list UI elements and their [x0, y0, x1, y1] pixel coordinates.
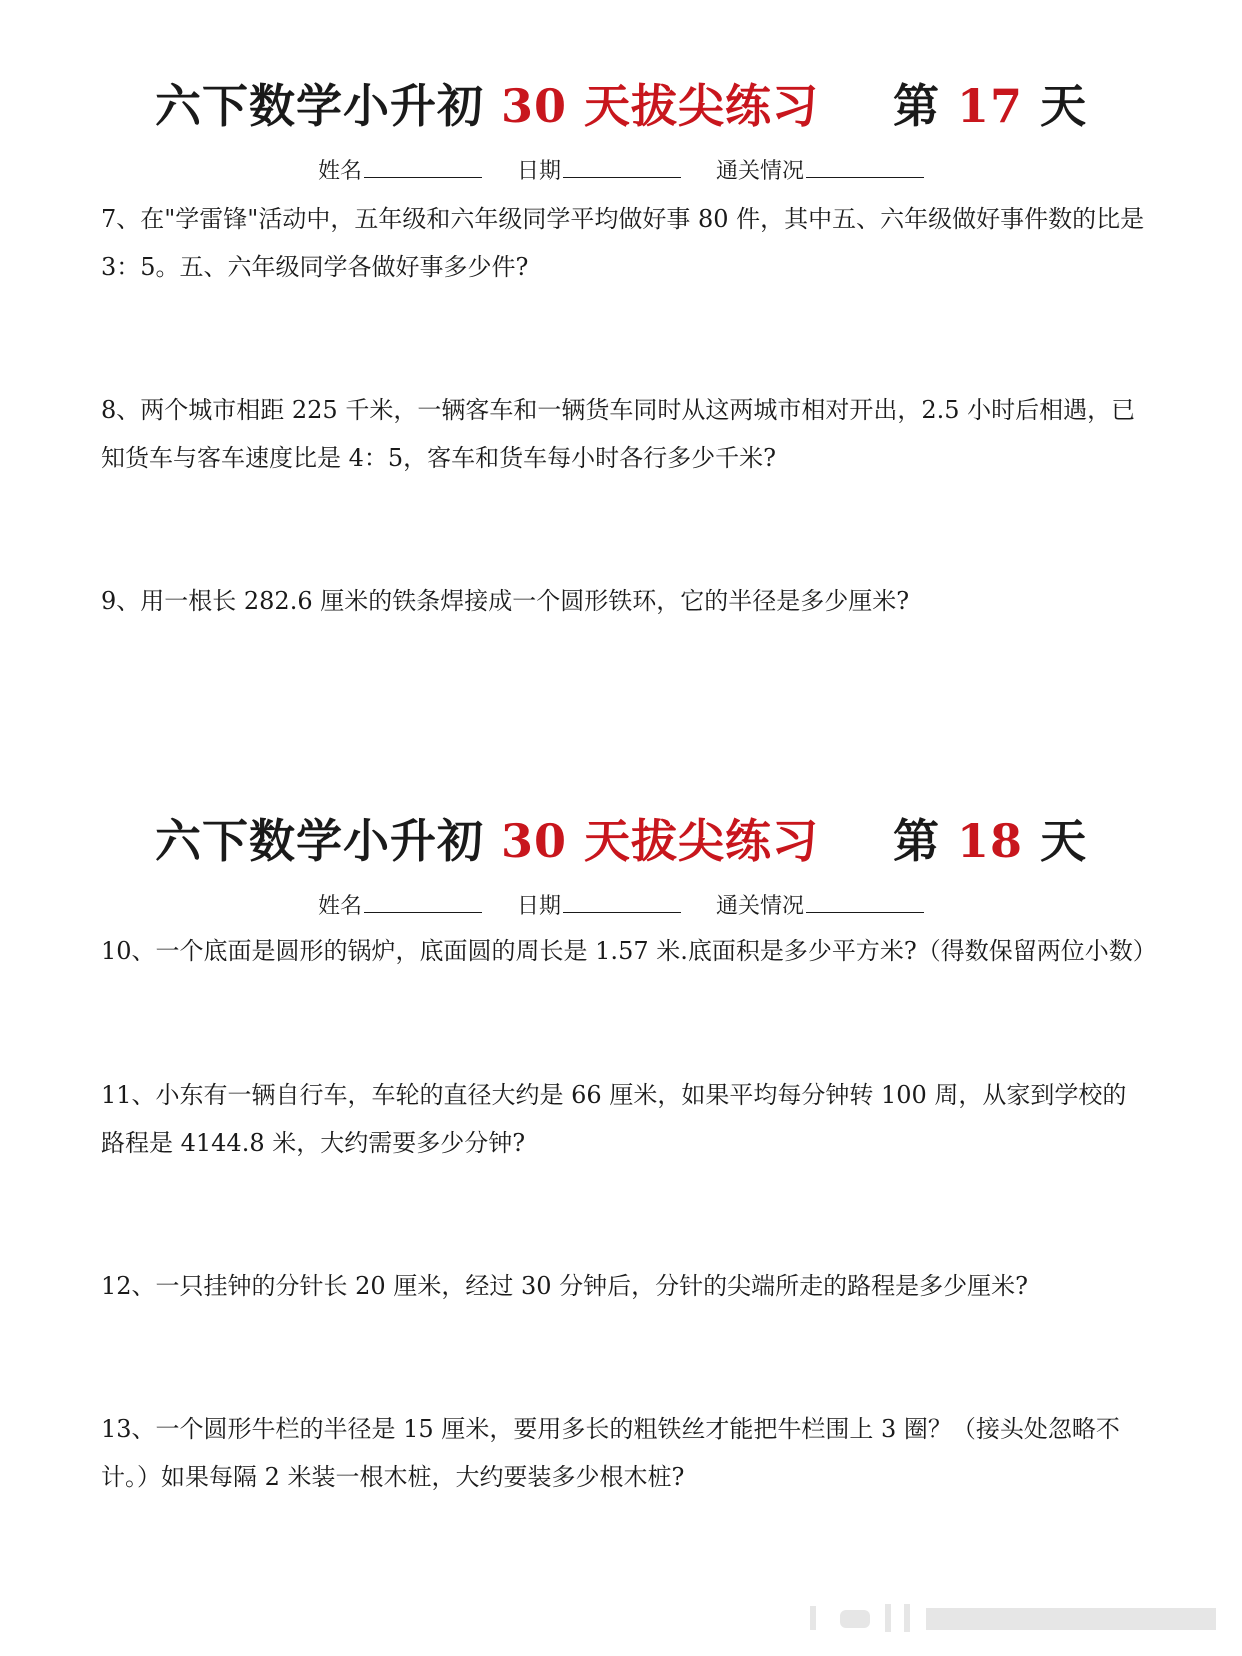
- question-11: 11、小东有一辆自行车，车轮的直径大约是 66 厘米，如果平均每分钟转 100 周，从家到学校的路程是 4144.8 米，大约需要多少分钟?: [101, 1081, 1127, 1157]
- day18-title: [0, 805, 1242, 871]
- day17-date-blank: [563, 177, 681, 178]
- day17-title-red: 30 天拔尖练习: [500, 79, 819, 133]
- day17-name-blank: [364, 177, 482, 178]
- question-9: 9、用一根长 282.6 厘米的铁条焊接成一个圆形铁环，它的半径是多少厘米?: [101, 587, 910, 615]
- day18-date-label: 日期: [516, 894, 561, 919]
- day18-status-blank: [806, 912, 924, 913]
- question-8: 8、两个城市相距 225 千米，一辆客车和一辆货车同时从这两城市相对开出，2.5 小时后相遇，已知货车与客车速度比是 4：5，客车和货车每小时各行多少千米?: [101, 396, 1136, 472]
- question-13: 13、一个圆形牛栏的半径是 15 厘米，要用多长的粗铁丝才能把牛栏围上 3 圈？（接头处忽略不计。）如果每隔 2 米装一根木桩，大约要装多少根木桩?: [101, 1415, 1120, 1491]
- day18-title-day-post: 天: [1040, 814, 1088, 868]
- day17-status-field: [716, 154, 924, 185]
- day18-name-blank: [364, 912, 482, 913]
- day18-name-label: 姓名: [317, 894, 362, 919]
- day17-name-field: [318, 154, 482, 185]
- day17-status-label: 通关情况: [716, 159, 805, 184]
- day18-date-blank: [563, 912, 681, 913]
- day18-title-day-pre: 第: [893, 814, 941, 868]
- day18-date-field: [517, 889, 681, 920]
- day17-status-blank: [806, 177, 924, 178]
- question-10: 10、一个底面是圆形的锅炉，底面圆的周长是 1.57 米.底面积是多少平方米?（得数保留两位小数）: [101, 937, 1157, 965]
- day18-title-day-num: 18: [957, 814, 1024, 868]
- watermark-graphic: [800, 1598, 1220, 1638]
- day18-title-prefix: 六下数学小升初: [154, 814, 484, 868]
- day17-date-field: [517, 154, 681, 185]
- day18-title-red: 30 天拔尖练习: [500, 814, 819, 868]
- day17-date-label: 日期: [516, 159, 561, 184]
- day17-name-label: 姓名: [317, 159, 362, 184]
- day17-title: [0, 70, 1242, 136]
- day17-title-day-pre: 第: [893, 79, 941, 133]
- question-7: 7、在"学雷锋"活动中，五年级和六年级同学平均做好事 80 件，其中五、六年级做好事件数的比是 3：5。五、六年级同学各做好事多少件?: [101, 205, 1145, 281]
- day18-status-field: [716, 889, 924, 920]
- day18-status-label: 通关情况: [716, 894, 805, 919]
- day17-title-day-num: 17: [957, 79, 1024, 133]
- day17-info-line: [0, 154, 1242, 185]
- day18-info-line: [0, 889, 1242, 920]
- day17-title-day-post: 天: [1040, 79, 1088, 133]
- day18-name-field: [318, 889, 482, 920]
- day17-title-prefix: 六下数学小升初: [154, 79, 484, 133]
- question-12: 12、一只挂钟的分针长 20 厘米，经过 30 分钟后，分针的尖端所走的路程是多少厘米?: [101, 1272, 1028, 1300]
